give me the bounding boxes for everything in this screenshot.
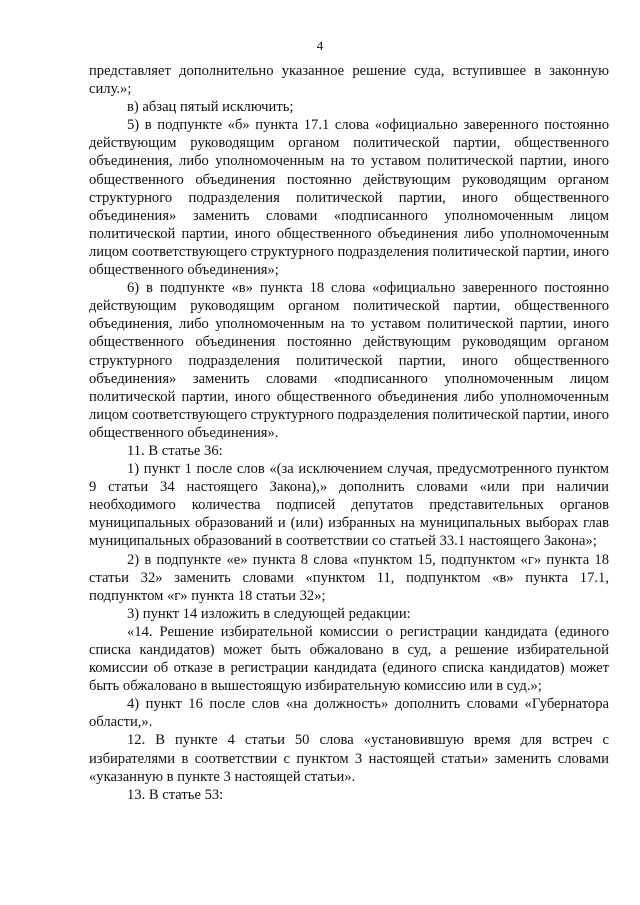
paragraph-continuation: представляет дополнительно указанное решение суда, вступившее в законную силу.»; (89, 63, 609, 98)
paragraph-item-v: в) абзац пятый исключить; (127, 99, 294, 116)
paragraph-item-6: 6) в подпункте «в» пункта 18 слова «официально заверенного постоянно действующим руководящим органом политической партии, общественного объединения, либо уполномоченным на то уставом политической партии, иного общественного объединения постоянно действующим руководящим органом структурного подразделения политической партии, иного общественного объединения» заменить словами «подписанного уполномоченным лицом политической партии, иного общественного объединения либо уполномоченным лицом соответствующего структурного подразделения политической партии, иного общественного объединения». (89, 280, 609, 441)
page-number: 4 (316, 38, 324, 53)
paragraph-item-5: 5) в подпункте «б» пункта 17.1 слова «официально заверенного постоянно действующим руководящим органом политической партии, общественного объединения, либо уполномоченным на то уставом политической партии, иного общественного объединения постоянно действующим руководящим органом структурного подразделения политической партии, иного общественного объединения» заменить словами «подписанного уполномоченным лицом политической партии, иного общественного объединения либо уполномоченным лицом соответствующего структурного подразделения политической партии, иного общественного объединения»; (89, 117, 609, 279)
paragraph-article-13: 13. В статье 53: (127, 786, 224, 803)
paragraph-item-4: 4) пункт 16 после слов «на должность» дополнить словами «Губернатора области,». (89, 696, 609, 731)
paragraph-item-1: 1) пункт 1 после слов «(за исключением случая, предусмотренного пунктом 9 статьи 34 настоящего Закона),» дополнить словами «или при наличии необходимого количества подписей депутатов представительных органов муниципальных образований и (или) избранных на муниципальных выборах глав муниципальных образований в соответствии со статьей 33.1 настоящего Закона»; (89, 461, 609, 550)
paragraph-quoted-14: «14. Решение избирательной комиссии о регистрации кандидата (единого списка кандидатов) может быть обжаловано в суд, а решение избирательной комиссии об отказе в регистрации кандидата (единого списка кандидатов) может быть обжаловано в вышестоящую избирательную комиссию или в суд.»; (89, 623, 609, 695)
paragraph-item-2: 2) в подпункте «е» пункта 8 слова «пунктом 15, подпунктом «г» пункта 18 статьи 32» заменить словами «пунктом 11, подпунктом «в» пункта 17.1, подпунктом «г» пункта 18 статьи 32»; (89, 551, 609, 604)
document-body (89, 62, 609, 804)
paragraph-article-11: 11. В статье 36: (127, 442, 223, 459)
paragraph-article-12: 12. В пункте 4 статьи 50 слова «установившую время для встреч с избирателями в соответствии с пунктом 3 настоящей статьи» заменить словами «указанную в пункте 3 настоящей статьи». (89, 732, 609, 785)
paragraph-item-3: 3) пункт 14 изложить в следующей редакции: (127, 605, 411, 622)
